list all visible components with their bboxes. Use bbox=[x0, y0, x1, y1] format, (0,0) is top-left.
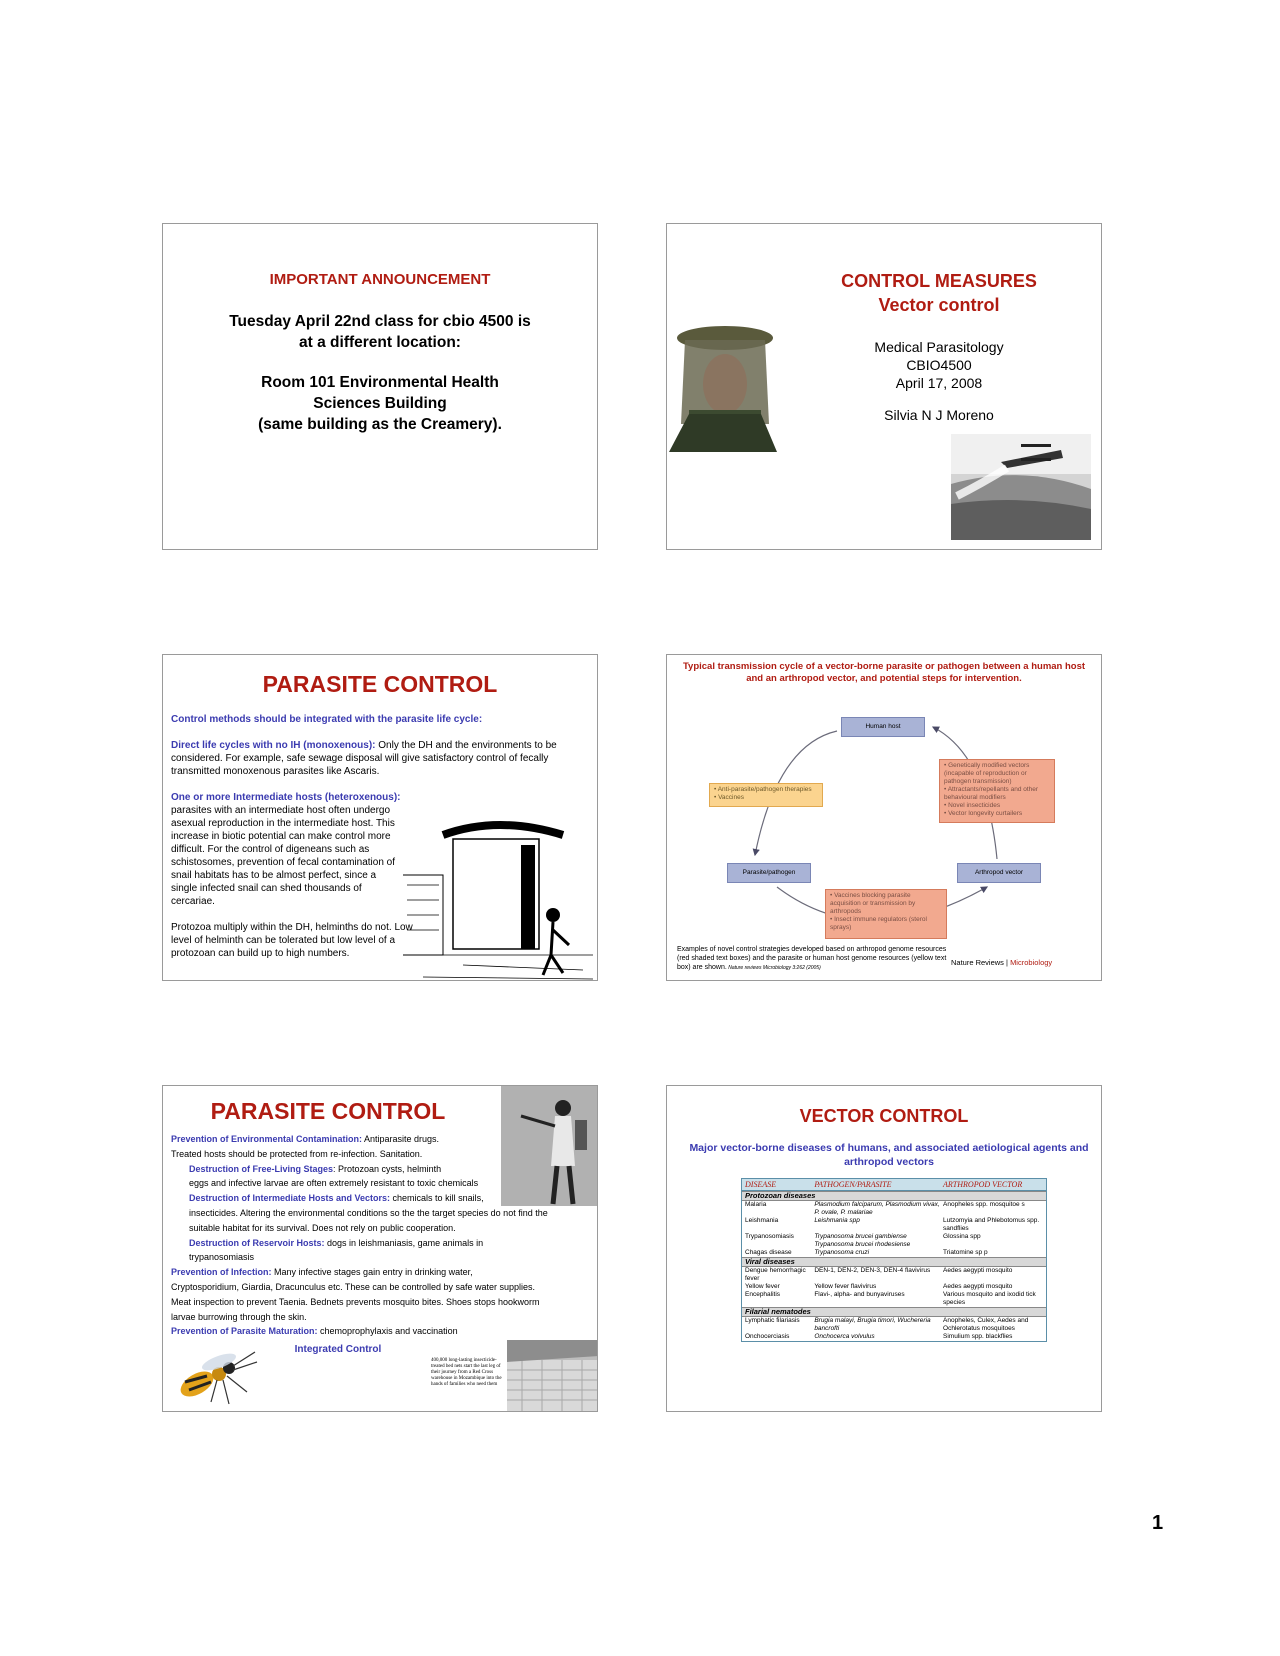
intervention-item: • Vector longevity curtailers bbox=[944, 810, 1023, 817]
journal-credit bbox=[951, 958, 1052, 967]
table-section: Viral diseases bbox=[742, 1257, 1046, 1267]
table-cell: Chagas disease bbox=[745, 1249, 792, 1256]
text-line bbox=[171, 1265, 591, 1280]
bednet-warehouse-photo bbox=[507, 1340, 598, 1412]
control-measures-text bbox=[171, 1132, 591, 1339]
journal-section: Microbiology bbox=[1010, 958, 1053, 967]
table-header: ARTHROPOD VECTOR bbox=[943, 1180, 1023, 1189]
intervention-item: • Insect immune regulators (sterol sprays) bbox=[830, 916, 927, 931]
table-cell: Plasmodium falciparum, Plasmodium vivax, P. ovale, P. malariae bbox=[814, 1201, 940, 1216]
host-intervention-box bbox=[709, 783, 823, 807]
direct-cycle-heading: Direct life cycles with no IH (monoxenous): bbox=[171, 740, 376, 751]
measure-body: chemoprophylaxis and vaccination bbox=[317, 1326, 458, 1337]
journal-name: Nature Reviews bbox=[951, 958, 1004, 967]
table-cell: Brugia malayi, Brugia timori, Wuchereria bancrofti bbox=[814, 1317, 931, 1332]
slide-title: CONTROL MEASURES bbox=[841, 271, 1037, 291]
measure-heading: Prevention of Environmental Contamination: bbox=[171, 1134, 363, 1144]
text-line: Treated hosts should be protected from re-infection. Sanitation. bbox=[171, 1148, 423, 1159]
slide-control-measures bbox=[666, 223, 1102, 550]
intervention-item: • Vaccines bbox=[714, 794, 744, 801]
text-line: eggs and infective larvae are often extremely resistant to toxic chemicals bbox=[189, 1178, 479, 1189]
author-name: Silvia N J Moreno bbox=[884, 407, 994, 423]
figure-caption bbox=[677, 945, 947, 973]
table-row bbox=[742, 1233, 1046, 1249]
table-row bbox=[742, 1267, 1046, 1283]
text-line bbox=[171, 1324, 591, 1339]
slide-parasite-control-1 bbox=[162, 654, 598, 981]
table-cell: Triatomine sp p bbox=[943, 1249, 988, 1256]
heteroxenous-body: parasites with an intermediate host often undergo asexual reproduction in the intermediate host. This increase in biotic potential can make control more difficult. For the control of digeneans such as schistosomes, prevention of fecal contamination of snail habitats has to be almost perfect, since a single infected snail can shed thousands of cercariae. bbox=[171, 805, 396, 907]
course-code: CBIO4500 bbox=[906, 357, 972, 373]
table-cell: Encephalitis bbox=[745, 1291, 781, 1298]
text-line: insecticides. Altering the environmental conditions so the the target species do not find the bbox=[189, 1207, 548, 1218]
text-line: Cryptosporidium, Giardia, Dracunculus etc. These can be controlled by safe water supplies. bbox=[171, 1281, 536, 1292]
table-header-row bbox=[742, 1179, 1046, 1191]
table-cell: Glossina spp bbox=[943, 1233, 981, 1240]
table-cell: Leishmania spp bbox=[814, 1217, 860, 1224]
crop-duster-photo bbox=[951, 434, 1091, 540]
announcement-date bbox=[183, 311, 577, 353]
announcement-location bbox=[183, 372, 577, 435]
intervention-item: • Anti-parasite/pathogen therapies bbox=[714, 786, 812, 793]
text-line: Meat inspection to prevent Taenia. Bednets prevents mosquito bites. Shoes stops hookworm bbox=[171, 1296, 540, 1307]
direct-cycle-body: Only the DH and the environments to be considered. For example, safe sewage disposal will give satisfactory control of fecally transmitted monoxenous parasites like Ascaris. bbox=[171, 740, 557, 777]
text-line: larvae burrowing through the skin. bbox=[171, 1311, 307, 1322]
announcement-line: (same building as the Creamery). bbox=[258, 416, 502, 433]
parasite-box: Parasite/pathogen bbox=[727, 863, 811, 883]
table-row bbox=[742, 1217, 1046, 1233]
slide-transmission-cycle bbox=[666, 654, 1102, 981]
announcement-line: Room 101 Environmental Health bbox=[261, 374, 499, 391]
measure-body: chemicals to kill snails, bbox=[390, 1193, 484, 1204]
table-cell: Malaria bbox=[745, 1201, 767, 1208]
text-line bbox=[171, 1162, 591, 1177]
heteroxenous-text bbox=[171, 791, 404, 908]
intervention-item: • Novel insecticides bbox=[944, 802, 1001, 809]
text-line bbox=[171, 1236, 591, 1251]
direct-cycle-text bbox=[171, 739, 577, 778]
table-cell: Yellow fever bbox=[745, 1283, 780, 1290]
intervention-item: • Attractants/repellants and other behavioural modifiers bbox=[944, 786, 1039, 801]
transmission-intervention-box bbox=[825, 889, 947, 939]
table-cell: Flavi-, alpha- and bunyaviruses bbox=[814, 1291, 905, 1298]
heteroxenous-heading: One or more Intermediate hosts (heteroxenous): bbox=[171, 792, 401, 803]
table-cell: Anopheles spp. mosquitoe s bbox=[943, 1201, 1025, 1208]
measure-body: : Protozoan cysts, helminth bbox=[333, 1163, 442, 1174]
slide-title: Typical transmission cycle of a vector-borne parasite or pathogen between a human host and an arthropod vector, and potential steps for intervention. bbox=[682, 661, 1086, 684]
text-line bbox=[171, 1132, 591, 1147]
intervention-item: • Vaccines blocking parasite acquisition or transmission by arthropods bbox=[830, 892, 916, 915]
table-cell: Onchocerca volvulus bbox=[814, 1333, 875, 1340]
table-cell: Lymphatic filariasis bbox=[745, 1317, 800, 1324]
measure-body: Many infective stages gain entry in drinking water, bbox=[271, 1267, 473, 1278]
caption-text: Examples of novel control strategies developed based on arthropod genome resources (red shaded text boxes) and the parasite or human host genome resources (yellow text box) are shown. bbox=[677, 946, 947, 971]
table-cell: Trypanosoma cruzi bbox=[814, 1249, 870, 1256]
table-row bbox=[742, 1249, 1046, 1257]
table-row bbox=[742, 1317, 1046, 1333]
table-header: PATHOGEN/PARASITE bbox=[814, 1180, 892, 1189]
measure-heading: Destruction of Reservoir Hosts: bbox=[189, 1237, 325, 1248]
measure-body: Antiparasite drugs. bbox=[362, 1134, 440, 1144]
table-cell: Yellow fever flavivirus bbox=[814, 1283, 877, 1290]
table-row bbox=[742, 1283, 1046, 1291]
latrine-illustration bbox=[403, 805, 593, 981]
table-cell: Anopheles, Culex, Aedes and Ochlerotatus mosquitoes bbox=[943, 1317, 1029, 1332]
human-host-box: Human host bbox=[841, 717, 925, 737]
course-info bbox=[777, 338, 1101, 392]
slide-title: VECTOR CONTROL bbox=[799, 1106, 969, 1126]
beekeeper-net-photo bbox=[669, 314, 777, 452]
bednet-caption: 400,000 long-lasting insecticide-treated bed nets start the last leg of their journey from a Red Cross warehouse in Mozambique into the hands of families who need them bbox=[431, 1358, 502, 1387]
table-row bbox=[742, 1291, 1046, 1307]
wasp-illustration bbox=[167, 1342, 263, 1408]
text-line: suitable habitat for its survival. Does not rely on public cooperation. bbox=[189, 1222, 456, 1233]
table-cell: DEN-1, DEN-2, DEN-3, DEN-4 flavivirus bbox=[814, 1267, 931, 1274]
text-line bbox=[171, 1191, 591, 1206]
slide-parasite-control-2 bbox=[162, 1085, 598, 1412]
text-line: trypanosomiasis bbox=[189, 1252, 255, 1263]
course-date: April 17, 2008 bbox=[895, 375, 983, 391]
announcement-line: Tuesday April 22nd class for cbio 4500 is bbox=[229, 313, 531, 330]
measure-heading: Destruction of Free-Living Stages bbox=[189, 1163, 334, 1174]
vector-intervention-box bbox=[939, 759, 1055, 823]
table-cell: Simulium spp. blackflies bbox=[943, 1333, 1013, 1340]
measure-heading: Prevention of Parasite Maturation: bbox=[171, 1326, 318, 1337]
arthropod-vector-box: Arthropod vector bbox=[957, 863, 1041, 883]
slide-subtitle: Vector control bbox=[878, 295, 1000, 315]
table-cell: Aedes aegypti mosquito bbox=[943, 1267, 1013, 1274]
table-cell: Various mosquito and ixodid tick species bbox=[943, 1291, 1036, 1306]
slide-title: PARASITE CONTROL bbox=[210, 1098, 446, 1124]
measure-heading: Destruction of Intermediate Hosts and Vectors: bbox=[189, 1193, 391, 1204]
measure-body: dogs in leishmaniasis, game animals in bbox=[324, 1237, 484, 1248]
table-row bbox=[742, 1333, 1046, 1341]
announcement-title: IMPORTANT ANNOUNCEMENT bbox=[269, 271, 491, 288]
protozoa-text: Protozoa multiply within the DH, helminths do not. Low level of helminth can be tolerated but low level of a protozoan can build up to high numbers. bbox=[171, 922, 413, 959]
journal-sep: | bbox=[1003, 958, 1011, 967]
slide-announcement bbox=[162, 223, 598, 550]
announcement-line: at a different location: bbox=[299, 334, 461, 351]
table-section: Filarial nematodes bbox=[742, 1307, 1046, 1317]
table-header: DISEASE bbox=[745, 1180, 777, 1189]
table-section: Protozoan diseases bbox=[742, 1191, 1046, 1201]
table-cell: Leishmania bbox=[745, 1217, 779, 1224]
page-number: 1 bbox=[1152, 1512, 1164, 1534]
slide-vector-control bbox=[666, 1085, 1102, 1412]
intro-text: Control methods should be integrated with the parasite life cycle: bbox=[171, 714, 483, 725]
integrated-control-label: Integrated Control bbox=[294, 1344, 382, 1355]
announcement-line: Sciences Building bbox=[313, 395, 447, 412]
course-name: Medical Parasitology bbox=[874, 339, 1004, 355]
table-row bbox=[742, 1201, 1046, 1217]
measure-heading: Prevention of Infection: bbox=[171, 1267, 272, 1278]
table-cell: Trypanosomiasis bbox=[745, 1233, 794, 1240]
caption-reference: Nature reviews Microbiology 3:262 (2005) bbox=[726, 965, 821, 971]
intervention-item: • Genetically modified vectors (incapable of reproduction or pathogen transmission) bbox=[944, 762, 1030, 785]
slide-title: PARASITE CONTROL bbox=[262, 671, 498, 697]
vector-disease-table bbox=[741, 1178, 1047, 1342]
table-cell: Onchocerciasis bbox=[745, 1333, 790, 1340]
table-cell: Dengue hemorrhagic fever bbox=[745, 1267, 806, 1282]
slide-subtitle: Major vector-borne diseases of humans, and associated aetiological agents and arthropod vectors bbox=[689, 1142, 1089, 1168]
table-cell: Trypanosoma brucei gambiense Trypanosoma brucei rhodesiense bbox=[814, 1233, 911, 1248]
table-cell: Aedes aegypti mosquito bbox=[943, 1283, 1013, 1290]
table-cell: Lutzomyia and Phlebotomus spp. sandflies bbox=[943, 1217, 1040, 1232]
